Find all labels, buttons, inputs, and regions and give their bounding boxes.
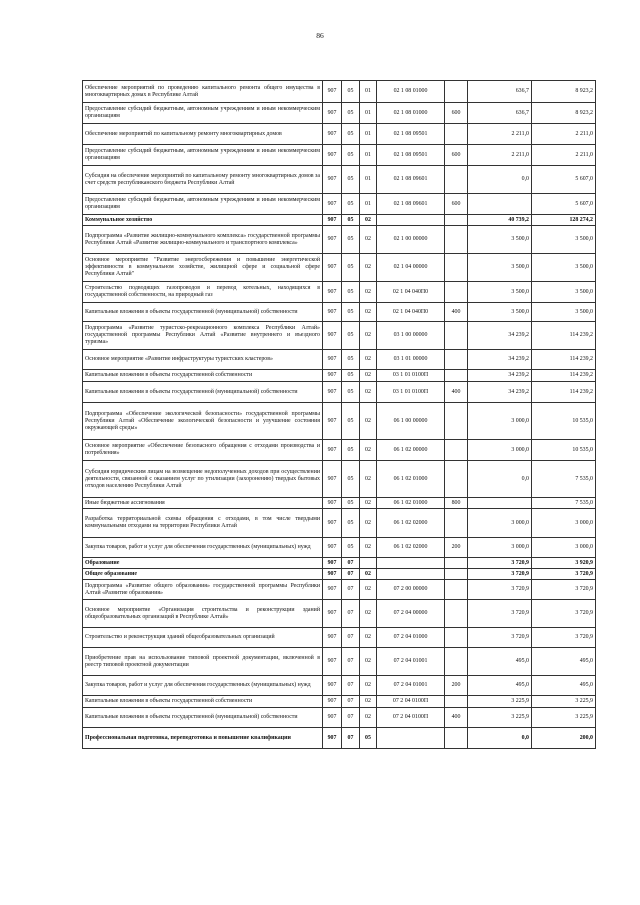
section-code-cell: 05 xyxy=(342,166,360,194)
ved-code-cell: 907 xyxy=(323,370,342,382)
amount-year2-cell: 2 211,0 xyxy=(532,124,596,145)
amount-year1-cell: 3 000,0 xyxy=(468,403,532,440)
target-article-cell: 06 1 02 01000 xyxy=(377,498,445,509)
section-code-cell: 07 xyxy=(342,708,360,728)
amount-year2-cell: 495,0 xyxy=(532,648,596,676)
expense-type-cell xyxy=(445,569,468,580)
target-article-cell: 06 1 02 01000 xyxy=(377,461,445,498)
amount-year2-cell: 5 607,0 xyxy=(532,194,596,215)
section-code-cell: 05 xyxy=(342,538,360,558)
expense-type-cell xyxy=(445,558,468,569)
amount-year2-cell: 10 535,0 xyxy=(532,440,596,461)
ved-code-cell: 907 xyxy=(323,558,342,569)
subsection-code-cell xyxy=(360,558,377,569)
amount-year2-cell: 3 225,9 xyxy=(532,708,596,728)
target-article-cell: 07 2 04 01001 xyxy=(377,648,445,676)
expense-type-cell xyxy=(445,600,468,628)
expense-type-cell: 600 xyxy=(445,103,468,124)
target-article-cell xyxy=(377,728,445,749)
amount-year2-cell: 7 535,0 xyxy=(532,461,596,498)
target-article-cell: 02 1 00 00000 xyxy=(377,226,445,254)
ved-code-cell: 907 xyxy=(323,103,342,124)
table-row xyxy=(83,498,596,509)
subsection-code-cell: 02 xyxy=(360,569,377,580)
amount-year1-cell: 3 225,9 xyxy=(468,708,532,728)
subsection-code-cell: 02 xyxy=(360,509,377,538)
amount-year1-cell: 3 720,9 xyxy=(468,628,532,648)
row-name-cell: Общее образование xyxy=(83,569,323,580)
row-name-cell: Образование xyxy=(83,558,323,569)
table-row xyxy=(83,254,596,282)
section-code-cell: 05 xyxy=(342,382,360,403)
subsection-code-cell: 02 xyxy=(360,600,377,628)
amount-year1-cell xyxy=(468,498,532,509)
section-code-cell: 07 xyxy=(342,569,360,580)
amount-year2-cell: 3 500,0 xyxy=(532,254,596,282)
amount-year1-cell xyxy=(468,194,532,215)
table-row xyxy=(83,103,596,124)
target-article-cell: 02 1 08 09501 xyxy=(377,145,445,166)
subsection-code-cell: 02 xyxy=(360,580,377,600)
target-article-cell: 03 1 00 00000 xyxy=(377,322,445,350)
section-code-cell: 05 xyxy=(342,403,360,440)
amount-year1-cell: 0,0 xyxy=(468,728,532,749)
ved-code-cell: 907 xyxy=(323,440,342,461)
target-article-cell: 02 1 08 01000 xyxy=(377,81,445,103)
table-row xyxy=(83,440,596,461)
section-code-cell: 05 xyxy=(342,81,360,103)
table-row xyxy=(83,728,596,749)
section-code-cell: 05 xyxy=(342,145,360,166)
ved-code-cell: 907 xyxy=(323,509,342,538)
subsection-code-cell: 05 xyxy=(360,728,377,749)
table-row xyxy=(83,648,596,676)
amount-year1-cell: 3 225,9 xyxy=(468,696,532,708)
row-name-cell: Капитальные вложения в объекты государственной собственности xyxy=(83,370,323,382)
amount-year1-cell: 0,0 xyxy=(468,166,532,194)
table-row xyxy=(83,194,596,215)
target-article-cell: 07 2 04 0100П xyxy=(377,696,445,708)
amount-year1-cell: 495,0 xyxy=(468,648,532,676)
subsection-code-cell: 02 xyxy=(360,461,377,498)
expense-type-cell: 600 xyxy=(445,194,468,215)
section-code-cell: 05 xyxy=(342,350,360,370)
amount-year2-cell: 8 923,2 xyxy=(532,81,596,103)
amount-year2-cell: 114 239,2 xyxy=(532,382,596,403)
subsection-code-cell: 01 xyxy=(360,166,377,194)
ved-code-cell: 907 xyxy=(323,145,342,166)
subsection-code-cell: 02 xyxy=(360,403,377,440)
section-code-cell: 05 xyxy=(342,215,360,226)
amount-year2-cell: 3 500,0 xyxy=(532,282,596,303)
row-name-cell: Коммунальное хозяйство xyxy=(83,215,323,226)
table-row xyxy=(83,403,596,440)
table-row xyxy=(83,124,596,145)
row-name-cell: Основное мероприятие «Организация строительства и реконструкции зданий общеобразовательных организаций в Республике Алтай» xyxy=(83,600,323,628)
amount-year1-cell: 3 500,0 xyxy=(468,303,532,322)
amount-year1-cell: 2 211,0 xyxy=(468,145,532,166)
table-row xyxy=(83,226,596,254)
row-name-cell: Разработка территориальной схемы обращения с отходами, в том числе твердыми коммунальными отходами на территории Республики Алтай xyxy=(83,509,323,538)
amount-year1-cell: 34 239,2 xyxy=(468,382,532,403)
section-code-cell: 05 xyxy=(342,322,360,350)
expense-type-cell xyxy=(445,628,468,648)
table-row xyxy=(83,708,596,728)
ved-code-cell: 907 xyxy=(323,628,342,648)
expense-type-cell xyxy=(445,166,468,194)
amount-year2-cell: 114 239,2 xyxy=(532,350,596,370)
expense-type-cell xyxy=(445,509,468,538)
amount-year1-cell: 2 211,0 xyxy=(468,124,532,145)
section-code-cell: 05 xyxy=(342,226,360,254)
table-row xyxy=(83,282,596,303)
amount-year1-cell: 3 500,0 xyxy=(468,282,532,303)
row-name-cell: Строительство и реконструкция зданий общеобразовательных организаций xyxy=(83,628,323,648)
expense-type-cell xyxy=(445,124,468,145)
section-code-cell: 07 xyxy=(342,648,360,676)
ved-code-cell: 907 xyxy=(323,226,342,254)
row-name-cell: Капитальные вложения в объекты государственной (муниципальной) собственности xyxy=(83,708,323,728)
expense-type-cell: 200 xyxy=(445,676,468,696)
expense-type-cell xyxy=(445,370,468,382)
row-name-cell: Подпрограмма «Развитие туристско-рекреационного комплекса Республики Алтай» государственной программы Республики Алтай «Развитие внутреннего и въездного туризма» xyxy=(83,322,323,350)
subsection-code-cell: 01 xyxy=(360,124,377,145)
subsection-code-cell: 02 xyxy=(360,226,377,254)
subsection-code-cell: 02 xyxy=(360,370,377,382)
subsection-code-cell: 02 xyxy=(360,350,377,370)
ved-code-cell: 907 xyxy=(323,708,342,728)
target-article-cell: 07 2 04 01001 xyxy=(377,676,445,696)
section-code-cell: 05 xyxy=(342,124,360,145)
row-name-cell: Основное мероприятие «Обеспечение безопасного обращения с отходами производства и потребления» xyxy=(83,440,323,461)
section-code-cell: 05 xyxy=(342,103,360,124)
table-row xyxy=(83,461,596,498)
expense-type-cell xyxy=(445,461,468,498)
section-code-cell: 05 xyxy=(342,498,360,509)
amount-year2-cell: 5 607,0 xyxy=(532,166,596,194)
row-name-cell: Предоставление субсидий бюджетным, автономным учреждениям и иным некоммерческим организациям xyxy=(83,145,323,166)
amount-year1-cell: 40 739,2 xyxy=(468,215,532,226)
row-name-cell: Предоставление субсидий бюджетным, автономным учреждениям и иным некоммерческим организациям xyxy=(83,103,323,124)
amount-year1-cell: 3 720,9 xyxy=(468,580,532,600)
expense-type-cell xyxy=(445,81,468,103)
subsection-code-cell: 01 xyxy=(360,194,377,215)
section-code-cell: 07 xyxy=(342,580,360,600)
section-code-cell: 05 xyxy=(342,440,360,461)
section-code-cell: 05 xyxy=(342,461,360,498)
row-name-cell: Закупка товаров, работ и услуг для обеспечения государственных (муниципальных) нужд xyxy=(83,538,323,558)
subsection-code-cell: 02 xyxy=(360,676,377,696)
row-name-cell: Профессиональная подготовка, переподготовка и повышение квалификации xyxy=(83,728,323,749)
subsection-code-cell: 02 xyxy=(360,498,377,509)
row-name-cell: Капитальные вложения в объекты государственной собственности xyxy=(83,696,323,708)
target-article-cell: 03 1 01 0100П xyxy=(377,382,445,403)
row-name-cell: Строительство подводящих газопроводов и перевод котельных, находящихся в государственной собственности, на природный газ xyxy=(83,282,323,303)
amount-year2-cell: 3 500,0 xyxy=(532,226,596,254)
ved-code-cell: 907 xyxy=(323,403,342,440)
row-name-cell: Подпрограмма «Развитие общего образования» государственной программы Республики Алтай «Развитие образования» xyxy=(83,580,323,600)
amount-year1-cell: 34 239,2 xyxy=(468,370,532,382)
target-article-cell: 02 1 04 00000 xyxy=(377,254,445,282)
budget-table xyxy=(82,80,596,749)
ved-code-cell: 907 xyxy=(323,194,342,215)
subsection-code-cell: 02 xyxy=(360,538,377,558)
ved-code-cell: 907 xyxy=(323,350,342,370)
amount-year1-cell: 3 000,0 xyxy=(468,538,532,558)
amount-year2-cell: 2 211,0 xyxy=(532,145,596,166)
subsection-code-cell: 02 xyxy=(360,215,377,226)
section-code-cell: 05 xyxy=(342,509,360,538)
expense-type-cell: 400 xyxy=(445,708,468,728)
target-article-cell: 02 1 08 09601 xyxy=(377,194,445,215)
expense-type-cell xyxy=(445,282,468,303)
row-name-cell: Капитальные вложения в объекты государственной (муниципальной) собственности xyxy=(83,303,323,322)
ved-code-cell: 907 xyxy=(323,498,342,509)
target-article-cell: 02 1 04 040П0 xyxy=(377,303,445,322)
table-row xyxy=(83,382,596,403)
amount-year2-cell: 114 239,2 xyxy=(532,370,596,382)
section-code-cell: 07 xyxy=(342,676,360,696)
amount-year2-cell: 3 920,9 xyxy=(532,558,596,569)
table-row xyxy=(83,600,596,628)
ved-code-cell: 907 xyxy=(323,696,342,708)
table-row xyxy=(83,215,596,226)
ved-code-cell: 907 xyxy=(323,166,342,194)
amount-year2-cell: 3 500,0 xyxy=(532,303,596,322)
expense-type-cell: 400 xyxy=(445,303,468,322)
target-article-cell: 06 1 02 00000 xyxy=(377,440,445,461)
target-article-cell xyxy=(377,558,445,569)
amount-year2-cell: 3 000,0 xyxy=(532,538,596,558)
section-code-cell: 05 xyxy=(342,282,360,303)
amount-year1-cell: 3 000,0 xyxy=(468,440,532,461)
subsection-code-cell: 02 xyxy=(360,440,377,461)
amount-year1-cell: 636,7 xyxy=(468,103,532,124)
expense-type-cell: 800 xyxy=(445,498,468,509)
expense-type-cell xyxy=(445,215,468,226)
table-row xyxy=(83,538,596,558)
table-row xyxy=(83,509,596,538)
ved-code-cell: 907 xyxy=(323,215,342,226)
row-name-cell: Основное мероприятие "Развитие энергосбережения и повышение энергетической эффективности в коммунальном хозяйстве, жилищной сфере и социальной сфере Республики Алтай" xyxy=(83,254,323,282)
target-article-cell xyxy=(377,569,445,580)
ved-code-cell: 907 xyxy=(323,282,342,303)
expense-type-cell xyxy=(445,254,468,282)
subsection-code-cell: 02 xyxy=(360,382,377,403)
target-article-cell: 06 1 02 02000 xyxy=(377,509,445,538)
expense-type-cell xyxy=(445,440,468,461)
expense-type-cell xyxy=(445,350,468,370)
expense-type-cell xyxy=(445,648,468,676)
ved-code-cell: 907 xyxy=(323,322,342,350)
table-row xyxy=(83,322,596,350)
amount-year1-cell: 34 239,2 xyxy=(468,350,532,370)
table-row xyxy=(83,145,596,166)
target-article-cell: 03 1 01 00000 xyxy=(377,350,445,370)
section-code-cell: 07 xyxy=(342,628,360,648)
section-code-cell: 05 xyxy=(342,303,360,322)
row-name-cell: Предоставление субсидий бюджетным, автономным учреждениям и иным некоммерческим организациям xyxy=(83,194,323,215)
section-code-cell: 07 xyxy=(342,558,360,569)
target-article-cell xyxy=(377,215,445,226)
row-name-cell: Субсидия на обеспечение мероприятий по капитальному ремонту многоквартирных домов за счет средств республиканского бюджета Республики Алтай xyxy=(83,166,323,194)
expense-type-cell xyxy=(445,322,468,350)
ved-code-cell: 907 xyxy=(323,81,342,103)
ved-code-cell: 907 xyxy=(323,676,342,696)
table-row xyxy=(83,696,596,708)
expense-type-cell: 400 xyxy=(445,382,468,403)
row-name-cell: Иные бюджетные ассигнования xyxy=(83,498,323,509)
expense-type-cell: 600 xyxy=(445,145,468,166)
target-article-cell: 07 2 04 01000 xyxy=(377,628,445,648)
ved-code-cell: 907 xyxy=(323,461,342,498)
page-number: 86 xyxy=(316,31,324,40)
amount-year2-cell: 200,0 xyxy=(532,728,596,749)
subsection-code-cell: 01 xyxy=(360,145,377,166)
table-row xyxy=(83,166,596,194)
amount-year1-cell: 3 000,0 xyxy=(468,509,532,538)
amount-year2-cell: 3 720,9 xyxy=(532,580,596,600)
amount-year2-cell: 3 720,9 xyxy=(532,600,596,628)
amount-year2-cell: 3 720,9 xyxy=(532,569,596,580)
subsection-code-cell: 01 xyxy=(360,103,377,124)
table-row xyxy=(83,558,596,569)
amount-year2-cell: 114 239,2 xyxy=(532,322,596,350)
table-row xyxy=(83,350,596,370)
table-row xyxy=(83,580,596,600)
ved-code-cell: 907 xyxy=(323,124,342,145)
row-name-cell: Подпрограмма «Развитие жилищно-коммунального комплекса» государственной программы Республики Алтай «Развитие жилищно-коммунального и транспортного комплекса» xyxy=(83,226,323,254)
section-code-cell: 05 xyxy=(342,370,360,382)
table-row xyxy=(83,676,596,696)
amount-year1-cell: 495,0 xyxy=(468,676,532,696)
ved-code-cell: 907 xyxy=(323,254,342,282)
row-name-cell: Приобретение прав на использование типовой проектной документации, включенной в реестр типовой проектной документации xyxy=(83,648,323,676)
amount-year2-cell: 3 225,9 xyxy=(532,696,596,708)
table-row xyxy=(83,81,596,103)
subsection-code-cell: 02 xyxy=(360,648,377,676)
subsection-code-cell: 02 xyxy=(360,708,377,728)
subsection-code-cell: 01 xyxy=(360,81,377,103)
subsection-code-cell: 02 xyxy=(360,628,377,648)
target-article-cell: 07 2 04 0100П xyxy=(377,708,445,728)
table-row xyxy=(83,370,596,382)
amount-year1-cell: 0,0 xyxy=(468,461,532,498)
row-name-cell: Капитальные вложения в объекты государственной (муниципальной) собственности xyxy=(83,382,323,403)
ved-code-cell: 907 xyxy=(323,538,342,558)
target-article-cell: 06 1 02 02000 xyxy=(377,538,445,558)
target-article-cell: 07 2 04 00000 xyxy=(377,600,445,628)
target-article-cell: 02 1 08 09501 xyxy=(377,124,445,145)
section-code-cell: 05 xyxy=(342,254,360,282)
ved-code-cell: 907 xyxy=(323,569,342,580)
table-row xyxy=(83,303,596,322)
expense-type-cell xyxy=(445,403,468,440)
target-article-cell: 02 1 08 09601 xyxy=(377,166,445,194)
expense-type-cell xyxy=(445,696,468,708)
ved-code-cell: 907 xyxy=(323,728,342,749)
budget-table-body xyxy=(83,81,596,749)
row-name-cell: Обеспечение мероприятий по проведению капитального ремонта общего имущества в многоквартирных домах в Республике Алтай xyxy=(83,81,323,103)
amount-year1-cell: 636,7 xyxy=(468,81,532,103)
amount-year2-cell: 3 720,9 xyxy=(532,628,596,648)
row-name-cell: Обеспечение мероприятий по капитальному ремонту многоквартирных домов xyxy=(83,124,323,145)
amount-year1-cell: 3 500,0 xyxy=(468,254,532,282)
amount-year1-cell: 3 720,9 xyxy=(468,558,532,569)
section-code-cell: 07 xyxy=(342,728,360,749)
target-article-cell: 06 1 00 00000 xyxy=(377,403,445,440)
expense-type-cell xyxy=(445,580,468,600)
row-name-cell: Основное мероприятие «Развитие инфраструктуры туристских кластеров» xyxy=(83,350,323,370)
subsection-code-cell: 02 xyxy=(360,303,377,322)
subsection-code-cell: 02 xyxy=(360,696,377,708)
amount-year2-cell: 495,0 xyxy=(532,676,596,696)
ved-code-cell: 907 xyxy=(323,600,342,628)
amount-year1-cell: 3 720,9 xyxy=(468,600,532,628)
row-name-cell: Субсидия юридическим лицам на возмещение недополученных доходов при осуществлении деятельности, связанной с оказанием услуг по утилизации (захоронению) твердых бытовых отходов населению Республики Алтай xyxy=(83,461,323,498)
ved-code-cell: 907 xyxy=(323,580,342,600)
table-row xyxy=(83,569,596,580)
amount-year1-cell: 34 239,2 xyxy=(468,322,532,350)
amount-year1-cell: 3 720,9 xyxy=(468,569,532,580)
amount-year2-cell: 128 274,2 xyxy=(532,215,596,226)
target-article-cell: 03 1 01 0100П xyxy=(377,370,445,382)
ved-code-cell: 907 xyxy=(323,382,342,403)
subsection-code-cell: 02 xyxy=(360,282,377,303)
row-name-cell: Подпрограмма «Обеспечение экологической безопасности» государственной программы Республики Алтай «Обеспечение экологической безопасности и улучшение состояния окружающей среды» xyxy=(83,403,323,440)
section-code-cell: 07 xyxy=(342,600,360,628)
subsection-code-cell: 02 xyxy=(360,322,377,350)
row-name-cell: Закупка товаров, работ и услуг для обеспечения государственных (муниципальных) нужд xyxy=(83,676,323,696)
subsection-code-cell: 02 xyxy=(360,254,377,282)
table-row xyxy=(83,628,596,648)
target-article-cell: 07 2 00 00000 xyxy=(377,580,445,600)
expense-type-cell xyxy=(445,226,468,254)
expense-type-cell: 200 xyxy=(445,538,468,558)
amount-year2-cell: 10 535,0 xyxy=(532,403,596,440)
amount-year1-cell: 3 500,0 xyxy=(468,226,532,254)
ved-code-cell: 907 xyxy=(323,303,342,322)
section-code-cell: 05 xyxy=(342,194,360,215)
section-code-cell: 07 xyxy=(342,696,360,708)
target-article-cell: 02 1 04 040П0 xyxy=(377,282,445,303)
target-article-cell: 02 1 08 01000 xyxy=(377,103,445,124)
ved-code-cell: 907 xyxy=(323,648,342,676)
amount-year2-cell: 3 000,0 xyxy=(532,509,596,538)
amount-year2-cell: 7 535,0 xyxy=(532,498,596,509)
amount-year2-cell: 8 923,2 xyxy=(532,103,596,124)
expense-type-cell xyxy=(445,728,468,749)
